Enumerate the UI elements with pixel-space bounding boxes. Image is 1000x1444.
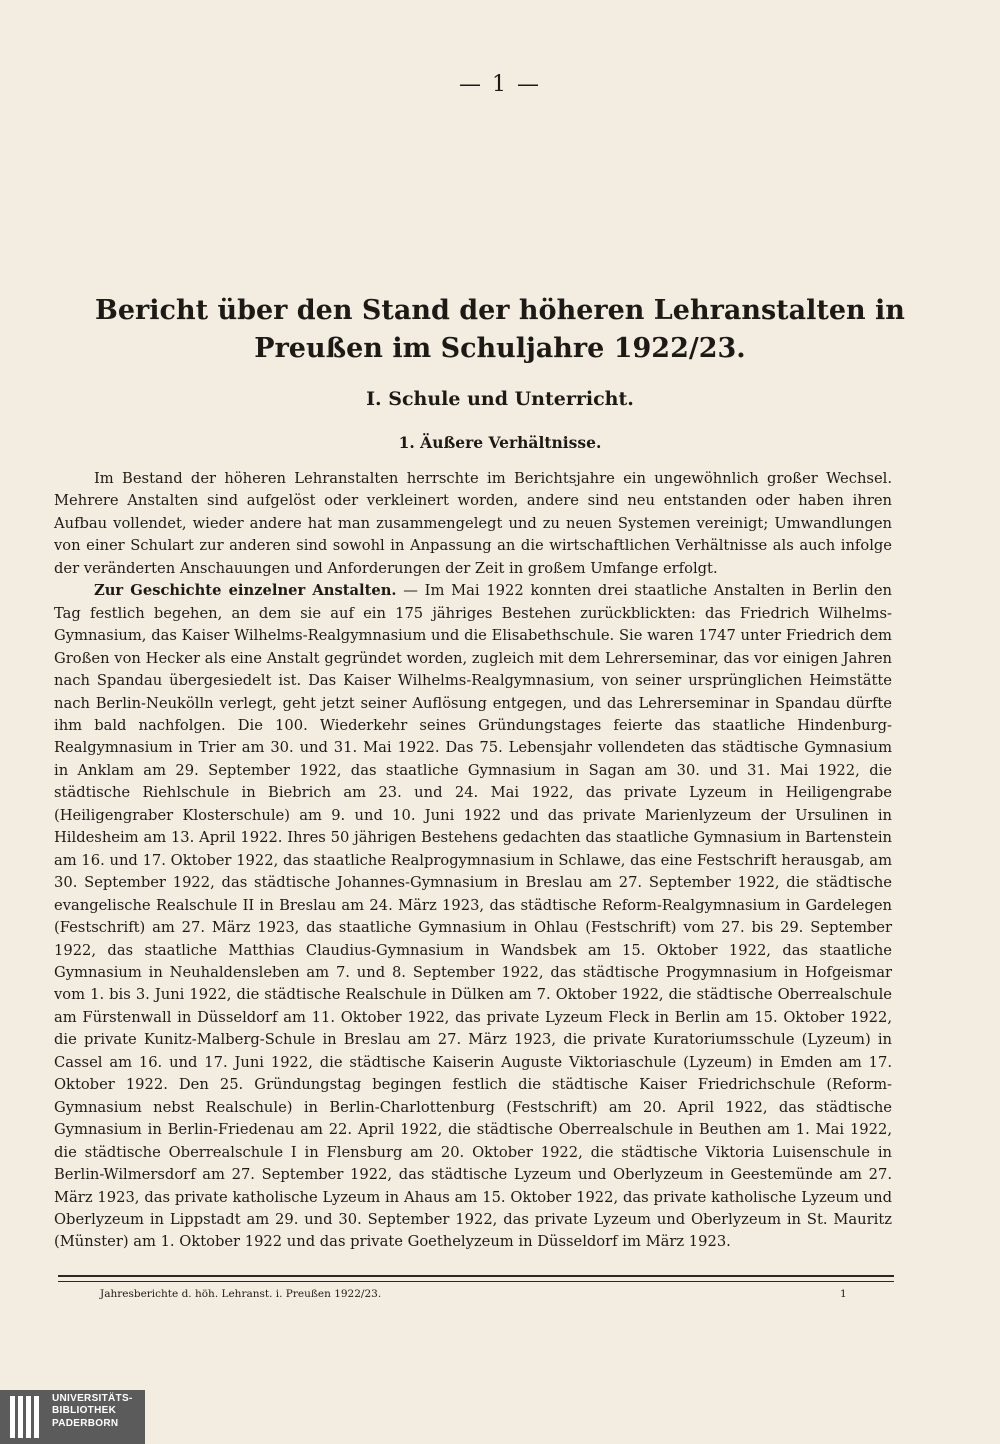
footer-rule-thin: [58, 1281, 894, 1282]
logo-line-1: UNIVERSITÄTS-: [52, 1393, 133, 1404]
footer-source: Jahresberichte d. höh. Lehranst. i. Preußen 1922/23.: [100, 1288, 382, 1300]
sub-heading: 1. Äußere Verhältnisse.: [398, 433, 602, 452]
logo-line-2: BIBLIOTHEK: [52, 1405, 117, 1417]
library-mark-icon: [8, 1394, 42, 1440]
footer-sheet-number: 1: [840, 1288, 847, 1300]
paragraph-intro: Im Bestand der höheren Lehranstalten herrschte im Berichtsjahre ein ungewöhnlich großer Wechsel. Mehrere Anstalten sind aufgelöst oder verkleinert worden, andere sind neu entstanden oder haben ihren Aufbau vollendet, wieder andere hat man zusammengelegt und zu neuen Systemen vereinigt; Umwandlungen von einer Schulart zur anderen sind sowohl in Anpassung an die wirtschaftlichen Verhältnisse als auch infolge der veränderten Anschauungen und Anforderungen der Zeit in großem Umfange erfolgt.: [54, 470, 892, 577]
footer-rule: [58, 1275, 894, 1277]
logo-line-3: PADERBORN: [52, 1417, 119, 1429]
library-logo: [0, 1390, 145, 1444]
report-title: Bericht über den Stand der höheren Lehranstalten in Preußen im Schuljahre 1922/23.: [95, 295, 905, 364]
paragraph-history-text: — Im Mai 1922 konnten drei staatliche Anstalten in Berlin den Tag festlich begehen, an dem sie auf ein 175 jähriges Bestehen zurückblickten: das Friedrich Wilhelms-Gymnasium, das Kaiser Wilhelms-Realgymnasium und die Elisabethschule. Sie waren 1747 unter Friedrich dem Großen von Hecker als eine Anstalt gegründet worden, zugleich mit dem Lehrerseminar, das vor einigen Jahren nach Spandau übergesiedelt ist. Das Kaiser Wilhelms-Realgymnasium, von seiner ursprünglichen Heimstätte nach Berlin-Neukölln verlegt, geht jetzt seiner Auflösung entgegen, und das Lehrerseminar in Spandau dürfte ihm bald nachfolgen. Die 100. Wiederkehr seines Gründungstages feierte das staatliche Hindenburg-Realgymnasium in Trier am 30. und 31. Mai 1922. Das 75. Lebensjahr vollendeten das städtische Gymnasium in Anklam am 29. September 1922, das staatliche Gymnasium in Sagan am 30. und 31. Mai 1922, die städtische Riehlschule in Biebrich am 23. und 24. Mai 1922, das private Lyzeum in Heiligengrabe (Heiligengraber Klosterschule) am 9. und 10. Juni 1922 und das private Marienlyzeum der Ursulinen in Hildesheim am 13. April 1922. Ihres 50 jährigen Bestehens gedachten das staatliche Gymnasium in Bartenstein am 16. und 17. Oktober 1922, das staatliche Realprogymnasium in Schlawe, das eine Festschrift herausgab, am 30. September 1922, das städtische Johannes-Gymnasium in Breslau am 27. September 1922, die städtische evangelische Realschule II in Breslau am 24. März 1923, das städtische Reform-Realgymnasium in Gardelegen (Festschrift) am 27. März 1923, das staatliche Gymnasium in Ohlau (Festschrift) vom 27. bis 29. September 1922, das staatliche Matthias Claudius-Gymnasium in Wandsbek am 15. Oktober 1922, das staatliche Gymnasium in Neuhaldensleben am 7. und 8. September 1922, das städtische Progymnasium in Hofgeismar vom 1. bis 3. Juni 1922, die städtische Realschule in Dülken am 7. Oktober 1922, die städtische Oberrealschule am Fürstenwall in Düsseldorf am 11. Oktober 1922, das private Lyzeum Fleck in Berlin am 15. Oktober 1922, die private Kunitz-Malberg-Schule in Breslau am 27. März 1923, die private Kuratoriumsschule (Lyzeum) in Cassel am 16. und 17. Juni 1922, die städtische Kaiserin Auguste Viktoriaschule (Lyzeum) in Emden am 17. Oktober 1922. Den 25. Gründungstag begingen festlich die städtische Kaiser Friedrichschule (Reform-Gymnasium nebst Realschule) in Berlin-Charlottenburg (Festschrift) am 20. April 1922, das städtische Gymnasium in Berlin-Friedenau am 22. April 1922, die städtische Oberrealschule in Beuthen am 1. Mai 1922, die städtische Oberrealschule I in Flensburg am 20. Oktober 1922, die städtische Viktoria Luisenschule in Berlin-Wilmersdorf am 27. September 1922, das städtische Lyzeum und Oberlyzeum in Geestemünde am 27. März 1923, das private katholische Lyzeum in Ahaus am 15. Oktober 1922, das private katholische Lyzeum und Oberlyzeum in Lippstadt am 29. und 30. September 1922, das private Lyzeum und Oberlyzeum in St. Mauritz (Münster) am 1. Oktober 1922 und das private Goethelyzeum in Düsseldorf im März 1923.: [54, 582, 893, 1251]
run-in-heading: Zur Geschichte einzelner Anstalten.: [94, 582, 397, 600]
section-heading: I. Schule und Unterricht.: [366, 388, 634, 410]
body-text: [54, 468, 892, 1254]
page-number: — 1 —: [459, 72, 541, 97]
paragraph-history: [54, 580, 892, 1254]
library-name: [52, 1393, 133, 1430]
